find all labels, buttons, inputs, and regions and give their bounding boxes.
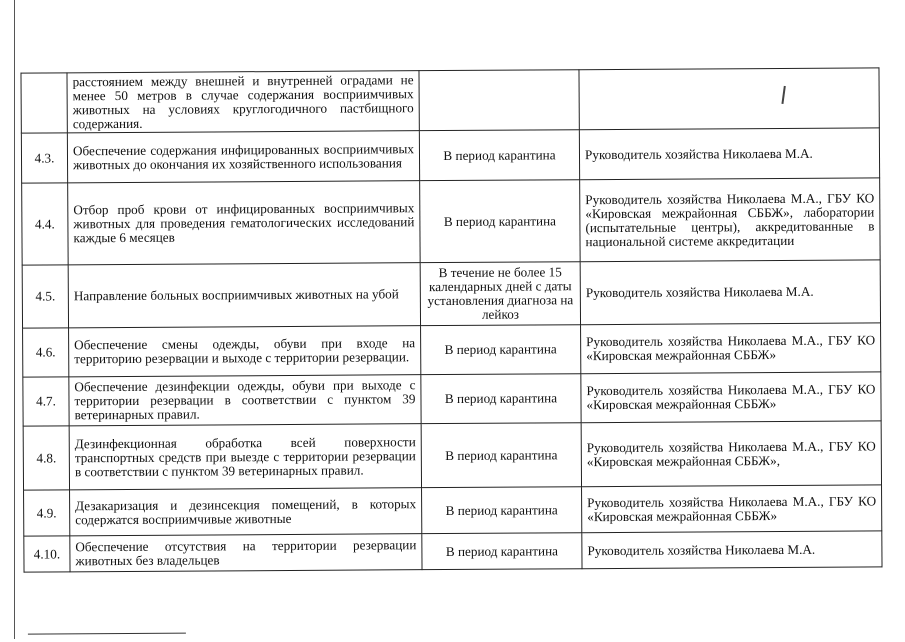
table-row — [24, 531, 882, 572]
responsible-text: Руководитель хозяйства Николаева М.А., ГБУ КО «Кировская межрайонная СББЖ» — [581, 323, 881, 374]
table-row — [22, 178, 880, 265]
row-number: 4.4. — [22, 183, 69, 265]
measure-text: Обеспечение содержания инфицированных восприимчивых животных до окончания их хозяйственного использования — [67, 131, 419, 183]
table-row — [23, 421, 881, 490]
measure-text: Дезакаризация и дезинсекция помещений, в которых содержатся восприимчивые животные — [70, 488, 422, 536]
term-text: В период карантина — [422, 487, 582, 534]
responsible-text: Руководитель хозяйства Николаева М.А. — [580, 260, 880, 325]
responsible-text — [579, 68, 879, 130]
term-text — [419, 70, 579, 131]
table-row — [21, 128, 879, 183]
table-row — [23, 372, 881, 426]
measure-text: Направление больных восприимчивых животных на убой — [68, 263, 420, 328]
term-text: В течение не более 15 календарных дней с даты установления диагноза на лейкоз — [420, 262, 580, 326]
term-text: В период карантина — [421, 374, 581, 424]
row-number: 4.8. — [23, 426, 69, 490]
row-number: 4.10. — [24, 536, 70, 572]
table-row — [23, 323, 881, 377]
responsible-text: Руководитель хозяйства Николаева М.А. — [582, 531, 882, 569]
responsible-text: Руководитель хозяйства Николаева М.А., ГБУ КО «Кировская межрайонная СББЖ», — [581, 421, 881, 487]
row-number: 4.3. — [21, 133, 67, 183]
measure-text: Обеспечение дезинфекции одежды, обуви при выходе с территории резервации в соответствии с пунктом 39 ветеринарных правил. — [69, 375, 421, 426]
responsible-text: Руководитель хозяйства Николаева М.А., ГБУ КО «Кировская межрайонная СББЖ» — [582, 485, 882, 533]
row-number: 4.5. — [22, 265, 68, 328]
measure-text: Обеспечение смены одежды, обуви при входе на территорию резервации и выходе с территории резервации. — [69, 326, 421, 377]
table-row — [22, 260, 880, 328]
responsible-text: Руководитель хозяйства Николаева М.А., ГБУ КО «Кировская межрайонная СББЖ» — [581, 372, 881, 423]
row-number — [21, 73, 67, 133]
measure-text: расстоянием между внешней и внутренней оградами не менее 50 метров в случае содержания восприимчивых животных на условиях круглогодичного пастбищного содержания. — [67, 71, 419, 133]
term-text: В период карантина — [422, 533, 582, 570]
term-text: В период карантина — [419, 130, 579, 181]
table-row — [24, 485, 882, 536]
row-number: 4.6. — [23, 328, 69, 377]
measure-text: Отбор проб крови от инфицированных восприимчивых животных для проведения гематологических исследований каждые 6 месяцев — [68, 181, 420, 265]
term-text: В период карантина — [421, 423, 581, 488]
measure-text: Дезинфекционная обработка всей поверхности транспортных средств при выезде с территории резервации в соответствии с пунктом 39 ветеринарных правил. — [69, 424, 421, 490]
term-text: В период карантина — [421, 325, 581, 375]
responsible-text: Руководитель хозяйства Николаева М.А., ГБУ КО «Кировская межрайонная СББЖ», лаборатории (испытательные центры), аккредитованные в национальной системе аккредитации — [580, 178, 880, 262]
measures-table — [20, 67, 882, 572]
footnote-separator — [28, 633, 186, 635]
row-number: 4.9. — [24, 490, 70, 536]
table-row — [21, 68, 879, 133]
responsible-text: Руководитель хозяйства Николаева М.А. — [579, 128, 879, 180]
term-text: В период карантина — [420, 180, 580, 263]
row-number: 4.7. — [23, 377, 69, 426]
measure-text: Обеспечение отсутствия на территории резервации животных без владельцев — [70, 534, 422, 572]
